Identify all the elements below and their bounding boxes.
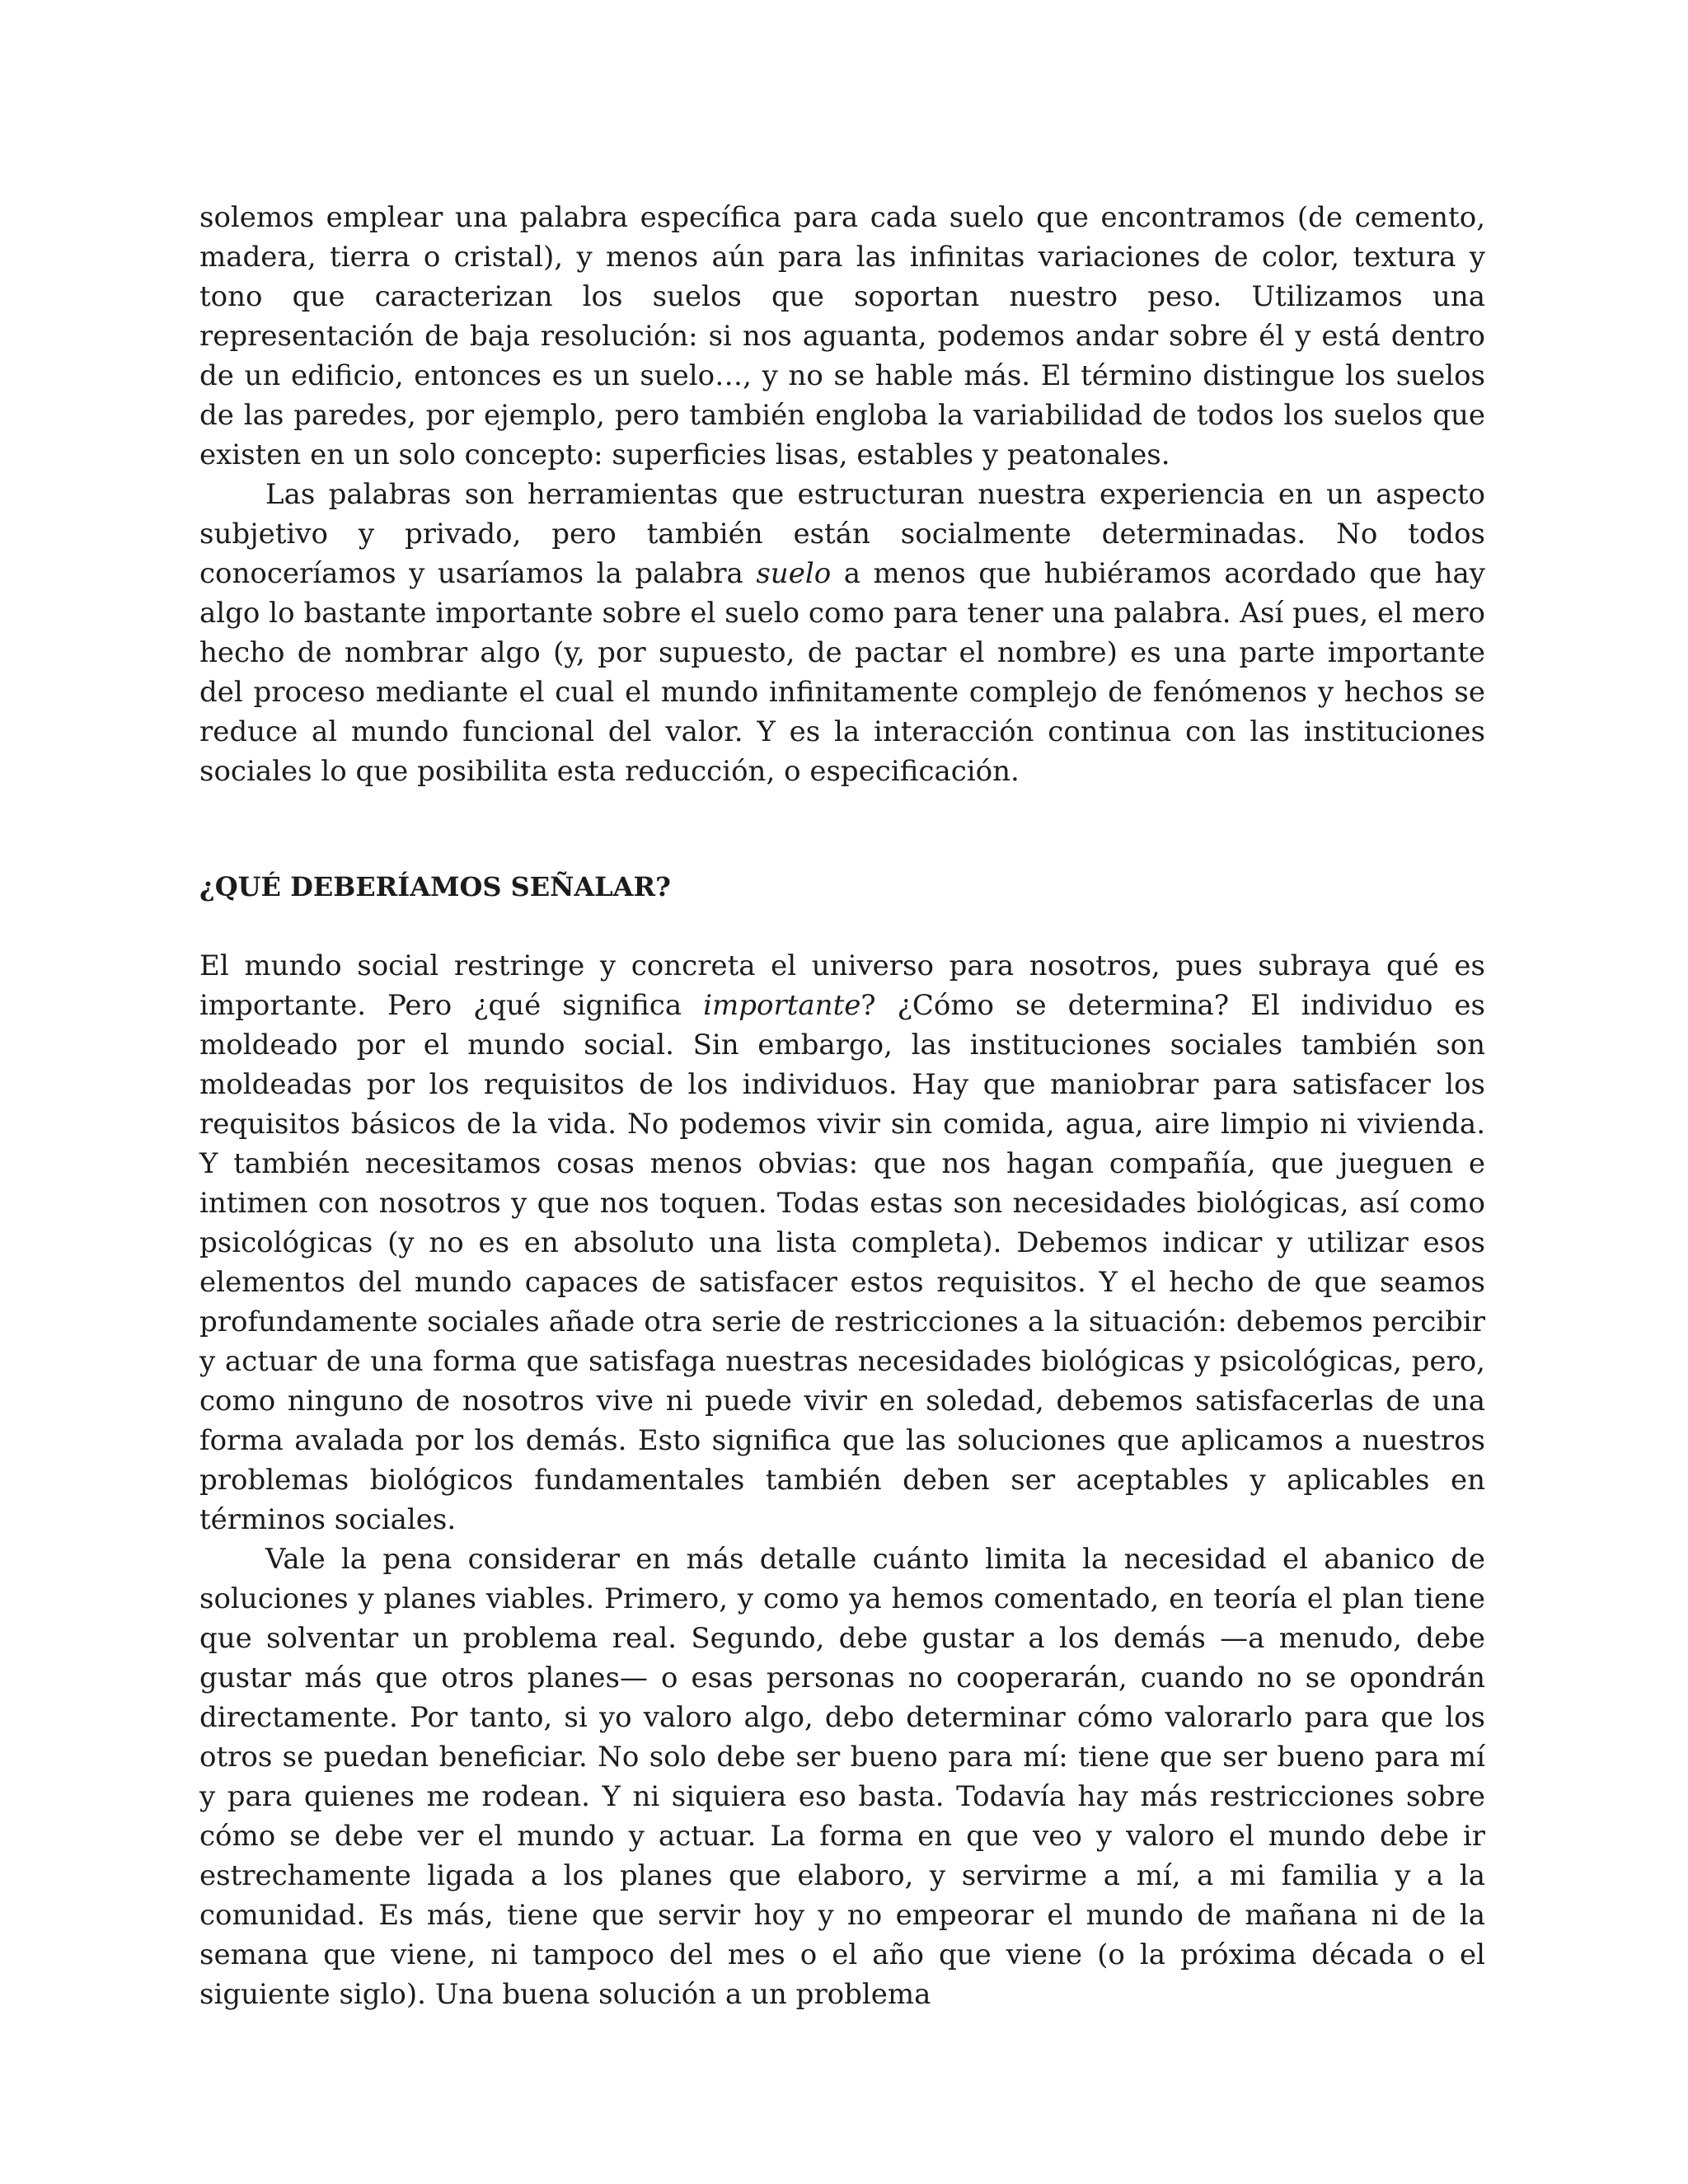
section-heading: ¿QUÉ DEBERÍAMOS SEÑALAR? (199, 871, 671, 902)
paragraph-text-before-emphasis: Las palabras son herramientas que estructuran nuestra experiencia en un aspecto subjetivo y privado, pero también están socialmente determinadas. No todos conoceríamos y usaríamos la palabra (199, 478, 1485, 590)
paragraph-social-world (199, 946, 1485, 1540)
emphasized-word: importante (703, 989, 861, 1022)
paragraph-text-after-emphasis: ? ¿Cómo se determina? El individuo es moldeado por el mundo social. Sin embargo, las instituciones sociales también son moldeadas por los requisitos de los individuos. Hay que maniobrar para satisfacer los requisitos básicos de la vida. No podemos vivir sin comida, agua, aire limpio ni vivienda. Y también necesitamos cosas menos obvias: que nos hagan compañía, que jueguen e intimen con nosotros y que nos toquen. Todas estas son necesidades biológicas, así como psicológicas (y no es en absoluto una lista completa). Debemos indicar y utilizar esos elementos del mundo capaces de satisfacer estos requisitos. Y el hecho de que seamos profundamente sociales añade otra serie de restricciones a la situación: debemos percibir y actuar de una forma que satisfaga nuestras necesidades biológicas y psicológicas, pero, como ninguno de nosotros vive ni puede vivir en soledad, debemos satisfacerlas de una forma avalada por los demás. Esto significa que las soluciones que aplicamos a nuestros problemas biológicos fundamentales también deben ser aceptables y aplicables en términos sociales. (199, 989, 1485, 1536)
paragraph-text-before-emphasis: El mundo social restringe y concreta el universo para nosotros, pues subraya qué es importante. Pero ¿qué significa (199, 949, 1485, 1022)
paragraph-words-as-tools (199, 475, 1485, 791)
emphasized-word: suelo (756, 557, 832, 590)
paragraph-text-after-emphasis: a menos que hubiéramos acordado que hay algo lo bastante importante sobre el suelo como para tener una palabra. Así pues, el mero hecho de nombrar algo (y, por supuesto, de pactar el nombre) es una parte importante del proceso mediante el cual el mundo infinitamente complejo de fenómenos y hechos se reduce al mundo funcional del valor. Y es la interacción continua con las instituciones sociales lo que posibilita esta reducción, o especificación. (199, 557, 1485, 788)
paragraph-viable-solutions: Vale la pena considerar en más detalle cuánto limita la necesidad el abanico de soluciones y planes viables. Primero, y como ya hemos comentado, en teoría el plan tiene que solventar un problema real. Segundo, debe gustar a los demás —a menudo, debe gustar más que otros planes— o esas personas no cooperarán, cuando no se opondrán directamente. Por tanto, si yo valoro algo, debo determinar cómo valorarlo para que los otros se puedan beneficiar. No solo debe ser bueno para mí: tiene que ser bueno para mí y para quienes me rodean. Y ni siquiera eso basta. Todavía hay más restricciones sobre cómo se debe ver el mundo y actuar. La forma en que veo y valoro el mundo debe ir estrechamente ligada a los planes que elaboro, y servirme a mí, a mi familia y a la comunidad. Es más, tiene que servir hoy y no empeorar el mundo de mañana ni de la semana que viene, ni tampoco del mes o el año que viene (o la próxima década o el siguiente siglo). Una buena solución a un problema (199, 1543, 1485, 2011)
paragraph-continuation: solemos emplear una palabra específica para cada suelo que encontramos (de cemento, madera, tierra o cristal), y menos aún para las infinitas variaciones de color, textura y tono que caracterizan los suelos que soportan nuestro peso. Utilizamos una representación de baja resolución: si nos aguanta, podemos andar sobre él y está dentro de un edificio, entonces es un suelo…, y no se hable más. El término distingue los suelos de las paredes, por ejemplo, pero también engloba la variabilidad de todos los suelos que existen en un solo concepto: superficies lisas, estables y peatonales. (199, 201, 1485, 471)
body-text (199, 198, 1485, 2014)
